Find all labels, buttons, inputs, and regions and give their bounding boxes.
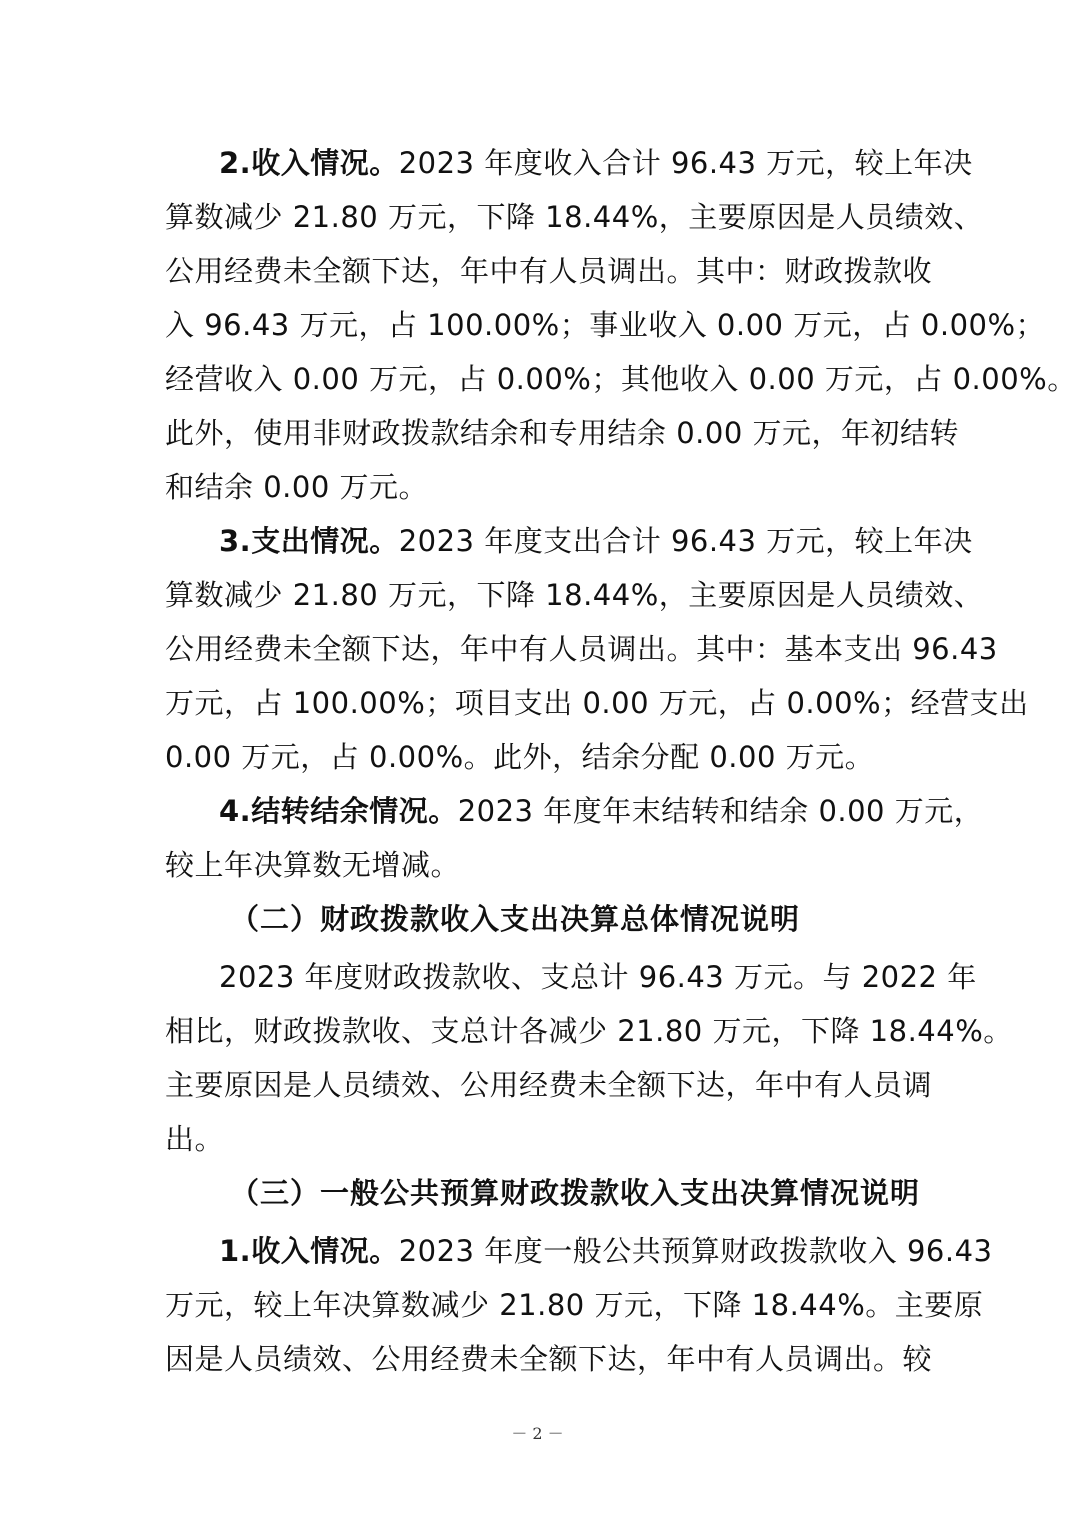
paragraph-line: 万元，占 100.00%；项目支出 0.00 万元，占 0.00%；经营支出 [165,686,1029,720]
paragraph-line: 入 96.43 万元，占 100.00%；事业收入 0.00 万元，占 0.00%； [165,308,1046,342]
paragraph-line: 较上年决算数无增减。 [165,848,461,882]
page-number: － 2 － [511,1424,564,1443]
paragraph-line: 2.收入情况。2023 年度收入合计 96.43 万元，较上年决 [219,146,973,180]
paragraph-line: 万元，较上年决算数减少 21.80 万元，下降 18.44%。主要原 [165,1288,984,1322]
paragraph-line: 和结余 0.00 万元。 [165,470,429,504]
section-heading-carryover: 4.结转结余情况。 [219,794,458,828]
paragraph-line: 算数减少 21.80 万元，下降 18.44%，主要原因是人员绩效、 [165,578,984,612]
paragraph-line: 因是人员绩效、公用经费未全额下达，年中有人员调出。较 [165,1342,933,1376]
paragraph-line: 公用经费未全额下达，年中有人员调出。其中：财政拨款收 [165,254,933,288]
paragraph-line: 1.收入情况。2023 年度一般公共预算财政拨款收入 96.43 [219,1234,993,1268]
paragraph-line: 2023 年度财政拨款收、支总计 96.43 万元。与 2022 年 [219,960,977,994]
section-heading-fiscal-overview: （二）财政拨款收入支出决算总体情况说明 [230,902,801,936]
paragraph-line: 此外，使用非财政拨款结余和专用结余 0.00 万元，年初结转 [165,416,960,450]
section-heading-general-budget: （三）一般公共预算财政拨款收入支出决算情况说明 [230,1176,921,1210]
paragraph-line: 3.支出情况。2023 年度支出合计 96.43 万元，较上年决 [219,524,973,558]
paragraph-line: 算数减少 21.80 万元，下降 18.44%，主要原因是人员绩效、 [165,200,984,234]
paragraph-line: 经营收入 0.00 万元，占 0.00%；其他收入 0.00 万元，占 0.00%。 [165,362,1077,396]
section-heading-income: 2.收入情况。 [219,146,399,180]
sub-heading-income: 1.收入情况。 [219,1234,399,1268]
paragraph-line: 4.结转结余情况。2023 年度年末结转和结余 0.00 万元， [219,794,984,828]
paragraph-line: 公用经费未全额下达，年中有人员调出。其中：基本支出 96.43 [165,632,998,666]
paragraph-line: 0.00 万元，占 0.00%。此外，结余分配 0.00 万元。 [165,740,875,774]
paragraph-line: 相比，财政拨款收、支总计各减少 21.80 万元，下降 18.44%。 [165,1014,1013,1048]
paragraph-line: 出。 [165,1122,225,1156]
section-heading-expense: 3.支出情况。 [219,524,399,558]
paragraph-line: 主要原因是人员绩效、公用经费未全额下达，年中有人员调 [165,1068,933,1102]
